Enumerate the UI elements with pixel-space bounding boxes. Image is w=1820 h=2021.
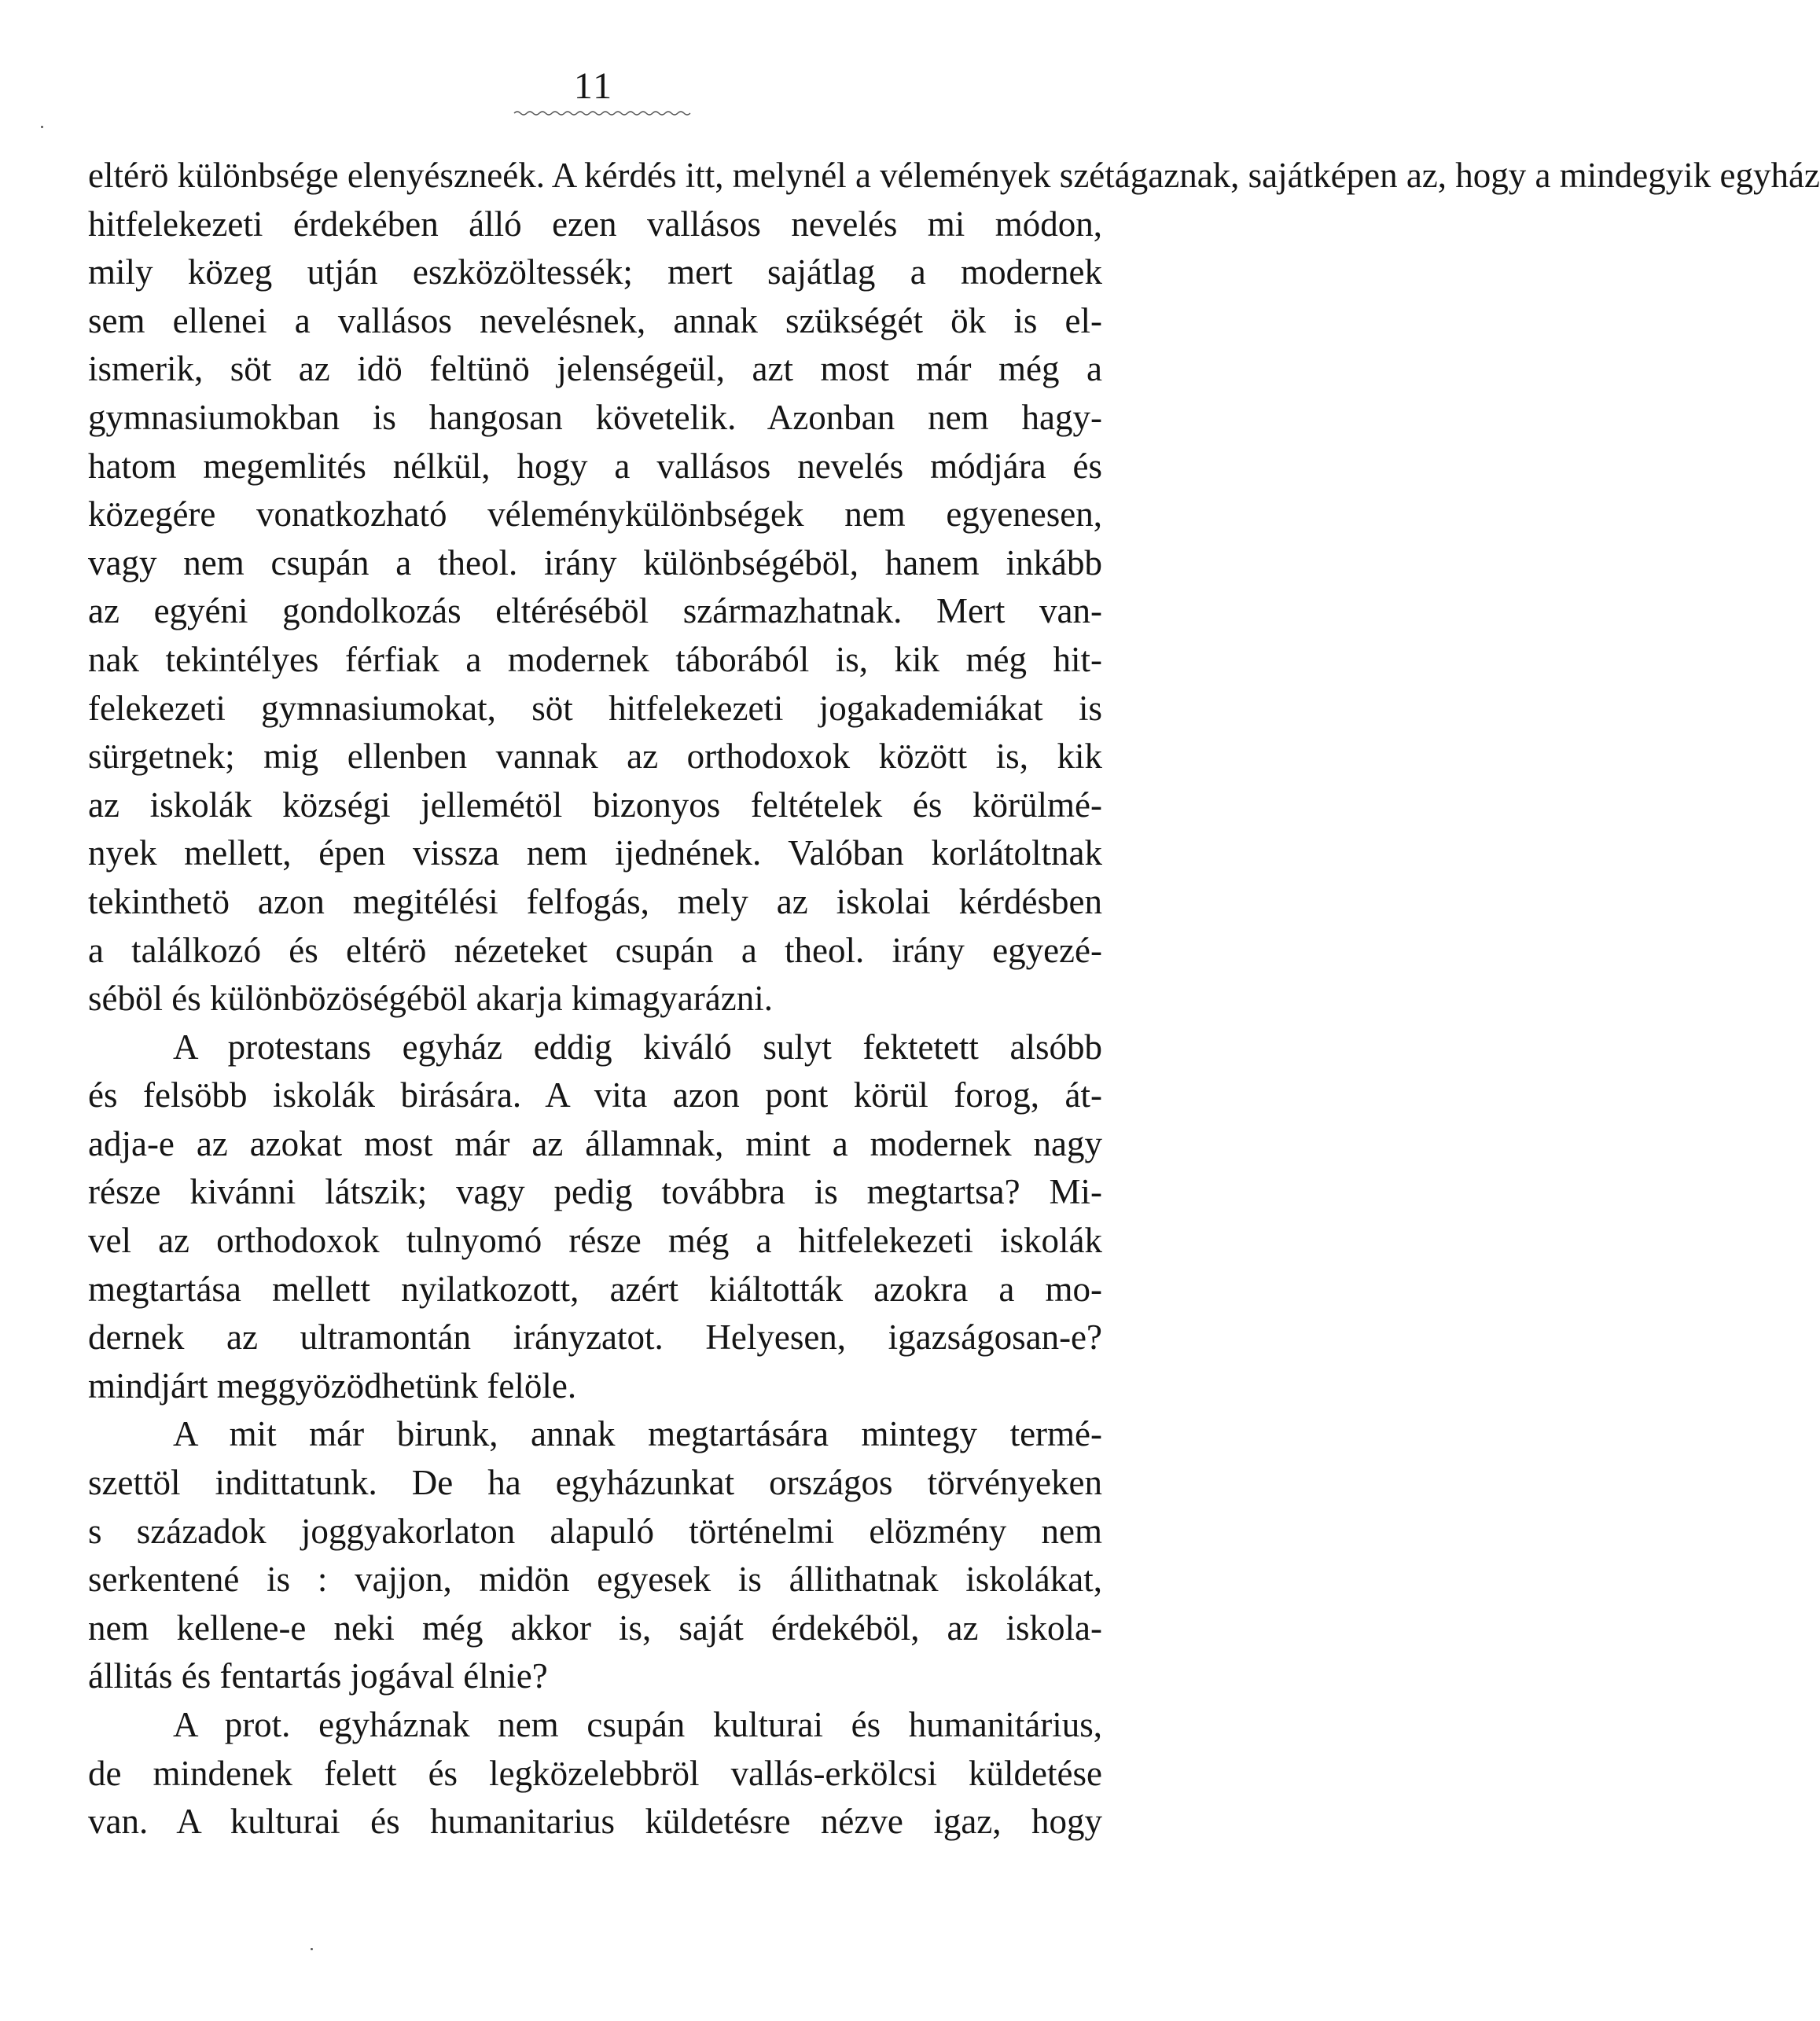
text-line: felekezeti gymnasiumokat, söt hitfelekezeti jogakademiákat is [88, 688, 1102, 728]
page-number: 11 [573, 65, 614, 107]
text-line: az iskolák községi jellemétöl bizonyos feltételek és körülmé- [88, 785, 1102, 825]
text-line: az egyéni gondolkozás eltéréséböl származhatnak. Mert van- [88, 591, 1102, 631]
text-line: hatom megemlités nélkül, hogy a vallásos nevelés módjára és [88, 446, 1102, 486]
text-line: A prot. egyháznak nem csupán kulturai és humanitárius, [173, 1705, 1102, 1744]
text-line: nem kellene-e neki még akkor is, saját érdekéböl, az iskola- [88, 1608, 1102, 1648]
text-line: tekinthetö azon megitélési felfogás, mely az iskolai kérdésben [88, 881, 1102, 921]
text-line: része kivánni látszik; vagy pedig továbbra is megtartsa? Mi- [88, 1172, 1102, 1212]
text-line: séböl és különbözöségéböl akarja kimagyarázni. [88, 979, 773, 1019]
text-line: sürgetnek; mig ellenben vannak az orthodoxok között is, kik [88, 737, 1102, 777]
text-line: közegére vonatkozható véleménykülönbségek nem egyenesen, [88, 494, 1102, 535]
text-line: A mit már birunk, annak megtartására mintegy termé- [173, 1414, 1102, 1454]
paper-speck [311, 1948, 313, 1950]
text-line: hitfelekezeti érdekében álló ezen vallásos nevelés mi módon, [88, 204, 1102, 244]
text-line: vel az orthodoxok tulnyomó része még a hitfelekezeti iskolák [88, 1221, 1102, 1261]
text-line: gymnasiumokban is hangosan követelik. Azonban nem hagy- [88, 397, 1102, 437]
text-line: adja-e az azokat most már az államnak, mint a modernek nagy [88, 1123, 1102, 1163]
text-line: és felsöbb iskolák birására. A vita azon pont körül forog, át- [88, 1075, 1102, 1115]
text-line: nak tekintélyes férfiak a modernek táborából is, kik még hit- [88, 639, 1102, 679]
text-line: nyek mellett, épen vissza nem ijednének. Valóban korlátoltnak [88, 833, 1102, 873]
text-line: mily közeg utján eszközöltessék; mert sajátlag a modernek [88, 252, 1102, 292]
text-line: de mindenek felett és legközelebbröl vallás-erkölcsi küldetése [88, 1753, 1102, 1793]
body-text [88, 152, 1820, 1846]
paper-speck [41, 126, 43, 128]
text-line: van. A kulturai és humanitarius küldetésre nézve igaz, hogy [88, 1802, 1102, 1842]
text-line: eltérö különbsége elenyészneék. A kérdés itt, melynél a vélemények szétágaznak, sajátképen az, hogy a mindegyik egyház [88, 156, 1820, 195]
text-line: A protestans egyház eddig kiváló sulyt fektetett alsóbb [173, 1027, 1102, 1067]
text-line: sem ellenei a vallásos nevelésnek, annak szükségét ök is el- [88, 300, 1102, 340]
text-line: szettöl indittatunk. De ha egyházunkat országos törvényeken [88, 1463, 1102, 1503]
text-line: mindjárt meggyözödhetünk felöle. [88, 1365, 577, 1406]
text-line: vagy nem csupán a theol. irány különbségéböl, hanem inkább [88, 542, 1102, 582]
page-number-rule [513, 108, 693, 118]
text-line: serkentené is : vajjon, midön egyesek is állithatnak iskolákat, [88, 1560, 1102, 1600]
text-line: állitás és fentartás jogával élnie? [88, 1656, 548, 1696]
text-line: a találkozó és eltérö nézeteket csupán a theol. irány egyezé- [88, 930, 1102, 970]
text-line: dernek az ultramontán irányzatot. Helyesen, igazságosan-e? [88, 1317, 1102, 1358]
text-line: s századok joggyakorlaton alapuló történelmi elözmény nem [88, 1511, 1102, 1551]
text-line: ismerik, söt az idö feltünö jelenségeül, azt most már még a [88, 349, 1102, 389]
text-line: megtartása mellett nyilatkozott, azért kiáltották azokra a mo- [88, 1269, 1102, 1309]
